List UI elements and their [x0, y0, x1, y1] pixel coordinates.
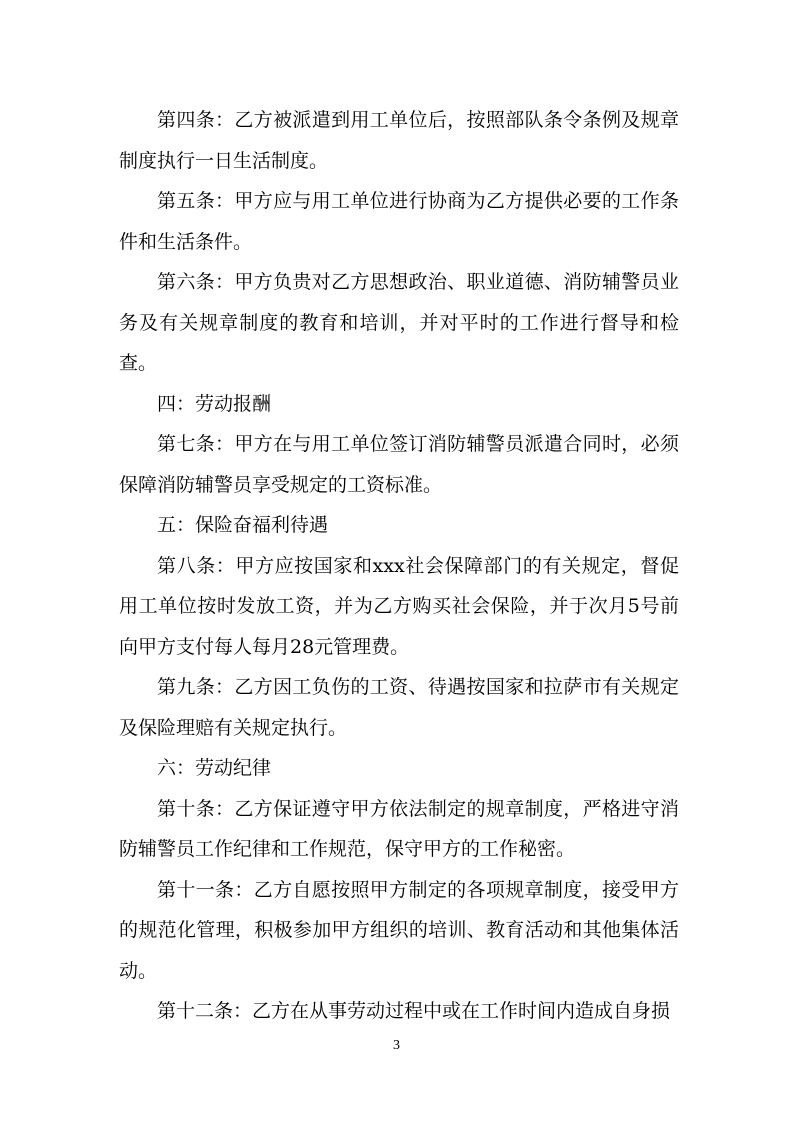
section-heading-labor-pay: 四：劳动报酬: [157, 392, 272, 415]
article-12-paragraph: 第十二条：乙方在从事劳动过程中或在工作时间内造成自身损: [157, 1000, 671, 1022]
article-9-paragraph: 第九条：乙方因工负伤的工资、待遇按国家和拉萨市有关规定及保险理赔有关规定执行。: [119, 676, 679, 739]
article-6-paragraph: 第六条：甲方负贵对乙方思想政治、职业道德、消防辅警员业务及有关规章制度的教育和培训，并对平时的工作进行督导和检查。: [119, 271, 679, 374]
article-5-paragraph: 第五条：甲方应与用工单位进行协商为乙方提供必要的工作条件和生活条件。: [119, 190, 679, 253]
article-8-paragraph: 第八条：甲方应按国家和xxx社会保障部门的有关规定，督促用工单位按时发放工资，并为乙方购买社会保险，并于次月5号前向甲方支付每人每月28元管理费。: [119, 554, 679, 658]
section-heading-labor-discipline: 六：劳动纪律: [157, 757, 272, 779]
document-body: [119, 100, 679, 1032]
article-10-paragraph: 第十条：乙方保证遵守甲方依法制定的规章制度，严格进守消防辅警员工作纪律和工作规范，保守甲方的工作秘密。: [119, 797, 679, 860]
section-heading-insurance-benefits: 五：保险奋福利待遇: [157, 514, 329, 536]
page-number: 3: [393, 1038, 400, 1053]
article-11-paragraph: 第十一条：乙方自愿按照甲方制定的各项规章制度，接受甲方的规范化管理，积极参加甲方组织的培训、教育活动和其他集体活动。: [119, 878, 679, 982]
article-7-paragraph: 第七条：甲方在与用工单位签订消防辅警员派遣合同时，必须保障消防辅警员享受规定的工资标准。: [119, 433, 679, 496]
article-4-paragraph: 第四条：乙方被派遣到用工单位后，按照部队条令条例及规章制度执行一日生活制度。: [119, 109, 679, 172]
